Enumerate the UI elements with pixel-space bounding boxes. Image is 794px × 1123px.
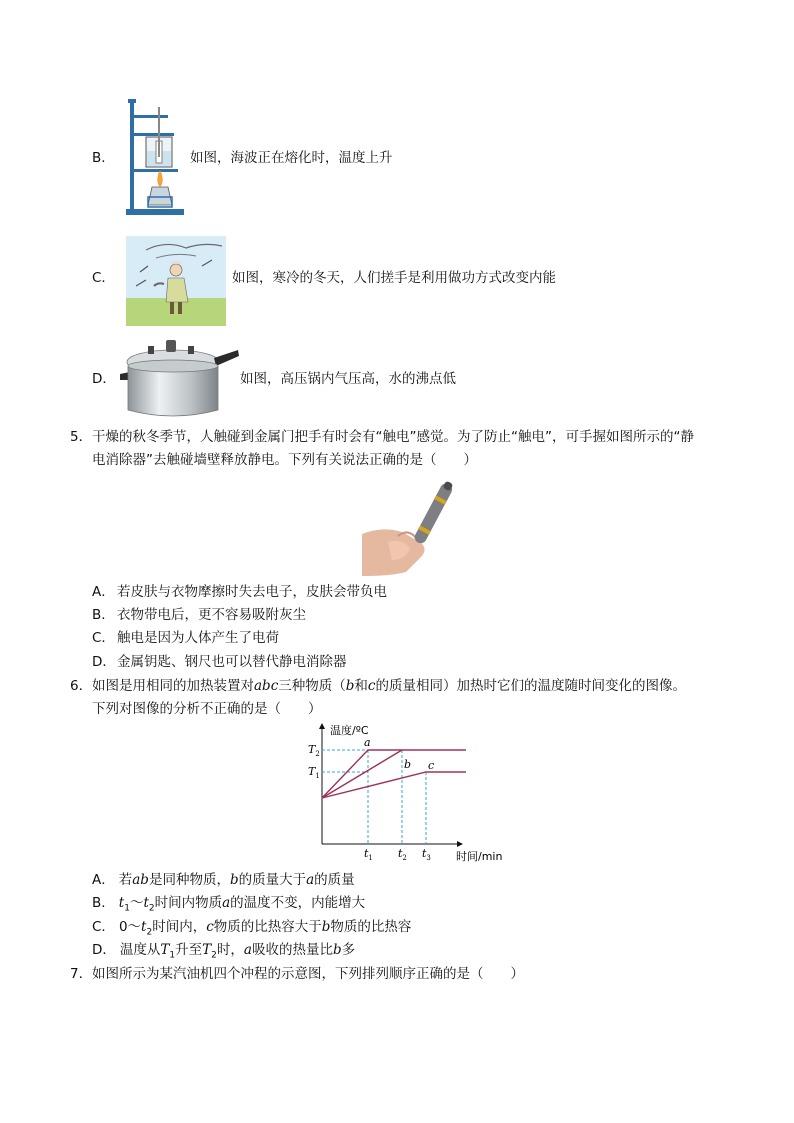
q6-option-b: B． $t_1\sim t_2$时间内物质a的温度不变，内能增大	[92, 895, 366, 914]
heating-apparatus-image	[124, 97, 186, 217]
q5-option-b-label: B．	[92, 607, 115, 623]
pressure-cooker-image	[118, 334, 240, 420]
y-axis-label: 温度/ºC	[330, 724, 369, 737]
q6-number: 6．	[70, 678, 93, 694]
curve-label-c: c	[428, 759, 435, 772]
curves	[322, 750, 466, 798]
tick-T2: $T_2$	[308, 743, 320, 758]
option-b-label: B．	[92, 150, 115, 166]
curve-label-a: a	[364, 736, 371, 749]
static-eliminator-image	[362, 476, 454, 576]
q5-option-c-text: 触电是因为人体产生了电荷	[117, 630, 279, 646]
tick-t2: $t_2$	[398, 847, 407, 862]
tick-t3: $t_3$	[422, 847, 431, 862]
q5-option-b-text: 衣物带电后，更不容易吸附灰尘	[117, 607, 306, 623]
q5-option-c-label: C．	[92, 630, 115, 646]
q5-stem-line2: 电消除器”去触碰墙壁释放静电。下列有关说法正确的是（ ）	[92, 452, 477, 468]
x-axis-label: 时间/min	[456, 850, 503, 863]
q5-option-d-text: 金属钥匙、钢尺也可以替代静电消除器	[117, 654, 347, 670]
q7-number: 7．	[70, 966, 93, 982]
q5-stem-line1: 干燥的秋冬季节，人触碰到金属门把手有时会有“触电”感觉。为了防止“触电”，可手握如图所示的“静	[92, 429, 694, 445]
q7-stem: 如图所示为某汽油机四个冲程的示意图，下列排列顺序正确的是（ ）	[92, 966, 524, 982]
q6-option-d: D． 温度从$T_1$升至$T_2$时，a吸收的热量比b多	[92, 942, 356, 961]
curve-label-b: b	[404, 758, 412, 771]
q5-option-a-text: 若皮肤与衣物摩擦时失去电子，皮肤会带负电	[117, 584, 387, 600]
tick-T1: $T_1$	[308, 765, 320, 780]
q5-option-a-label: A．	[92, 584, 115, 600]
winter-hand-rubbing-image	[126, 236, 226, 326]
q5-number: 5．	[70, 429, 93, 445]
option-d-text: 如图，高压锅内气压高，水的沸点低	[240, 371, 456, 387]
q6-option-c: C． $0\sim t_2$时间内，c物质的比热容大于b物质的比热容	[92, 919, 412, 938]
q6-option-a: A． 若ab是同种物质，b的质量大于a的质量	[92, 872, 355, 888]
q6-stem-line1: 如图是用相同的加热装置对abc三种物质（b和c的质量相同）加热时它们的温度随时间变化的图像。	[92, 678, 686, 694]
option-c-text: 如图，寒冷的冬天，人们搓手是利用做功方式改变内能	[232, 270, 556, 286]
temperature-time-graph	[300, 720, 520, 866]
option-c-label: C．	[92, 270, 115, 286]
tick-t1: $t_1$	[364, 847, 373, 862]
q5-option-d-label: D．	[92, 654, 116, 670]
option-b-text: 如图，海波正在熔化时，温度上升	[190, 150, 393, 166]
option-d-label: D．	[92, 371, 116, 387]
q6-stem-line2: 下列对图像的分析不正确的是（ ）	[92, 701, 322, 717]
curve-a	[322, 750, 466, 798]
